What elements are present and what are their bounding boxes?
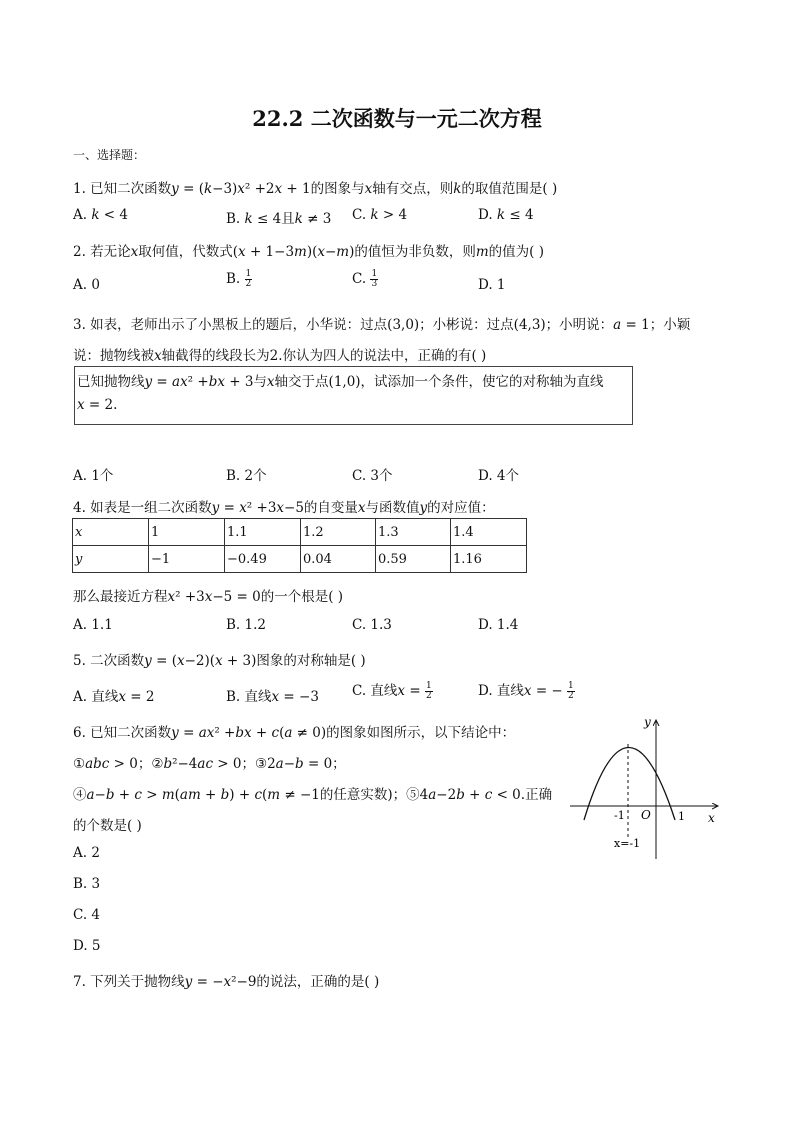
table-cell: 1.1 — [225, 519, 301, 546]
fraction-denominator: 2 — [568, 691, 574, 701]
x-axis-label: x — [708, 811, 715, 825]
table-cell: 1 — [149, 519, 225, 546]
question-1-option-b: B. 𝑘 ≤ 4且𝑘 ≠ 3 — [226, 211, 332, 227]
question-2-option-b-fraction — [245, 270, 253, 289]
table-cell: 0.04 — [301, 546, 376, 573]
fraction-numerator: 1 — [371, 269, 378, 279]
table-cell: 0.59 — [376, 546, 451, 573]
table-row — [73, 519, 527, 546]
question-1-option-d: D. 𝑘 ≤ 4 — [478, 207, 534, 223]
question-6-line-2: ①𝑎𝑏𝑐 > 0；②𝑏²−4𝑎𝑐 > 0；③2𝑎−𝑏 = 0； — [73, 756, 346, 772]
question-3-stem-line-1: 3. 如表，老师出示了小黑板上的题后，小华说：过点(3,0)；小彬说：过点(4,3)；小明说：𝑎 = 1；小颖 — [73, 317, 691, 333]
fraction-denominator: 2 — [245, 279, 252, 289]
table-cell: 𝑥 — [73, 519, 149, 546]
question-5-option-c-fraction — [425, 682, 433, 701]
question-5-option-d — [478, 679, 575, 701]
table-cell: −0.49 — [225, 546, 301, 573]
question-3-option-c: C. 3个 — [352, 468, 393, 484]
page-title: 22.2 二次函数与一元二次方程 — [252, 106, 542, 131]
table-cell: −1 — [149, 546, 225, 573]
question-3-option-d: D. 4个 — [478, 468, 520, 484]
question-3-stem-line-2: 说：抛物线被𝑥轴截得的线段长为2.你认为四人的说法中，正确的有( ) — [73, 348, 487, 364]
question-2-stem: 2. 若无论𝑥取何值，代数式(𝑥 + 1−3𝑚)(𝑥−𝑚)的值恒为非负数，则𝑚的值为( ) — [73, 244, 545, 260]
parabola-graph — [566, 714, 724, 862]
question-4-option-b: B. 1.2 — [226, 617, 266, 633]
question-4-follow-up: 那么最接近方程𝑥² +3𝑥−5 = 0的一个根是( ) — [73, 589, 344, 605]
question-2-option-b — [226, 270, 252, 289]
question-4-option-d: D. 1.4 — [478, 617, 519, 633]
question-4-stem: 4. 如表是一组二次函数𝑦 = 𝑥² +3𝑥−5的自变量𝑥与函数值𝑦的对应值： — [73, 500, 495, 516]
question-6-option-a: A. 2 — [73, 845, 100, 861]
question-6-line-1: 6. 已知二次函数𝑦 = 𝑎𝑥² +𝑏𝑥 + 𝑐(𝑎 ≠ 0)的图象如图所示，以下结论中： — [73, 725, 516, 741]
fraction-numerator: 1 — [568, 681, 574, 691]
section-heading: 一、选择题： — [73, 148, 146, 162]
question-2-option-d: D. 1 — [478, 277, 506, 293]
question-4-option-c: C. 1.3 — [352, 617, 392, 633]
question-5-option-d-fraction — [567, 682, 575, 701]
table-row — [73, 546, 527, 573]
question-7-stem: 7. 下列关于抛物线𝑦 = −𝑥²−9的说法，正确的是( ) — [73, 974, 380, 990]
question-6-option-d: D. 5 — [73, 938, 101, 954]
question-6-option-c: C. 4 — [73, 907, 101, 923]
question-1-stem: 1. 已知二次函数𝑦 = (𝑘−3)𝑥² +2𝑥 + 1的图象与𝑥轴有交点，则𝑘的取值范围是( ) — [73, 181, 558, 197]
question-5-option-c — [352, 679, 433, 701]
question-5-option-c-label: C. 直线𝑥 = — [352, 683, 421, 699]
question-3-option-b: B. 2个 — [226, 468, 267, 484]
question-2-option-a: A. 0 — [73, 277, 100, 293]
table-cell: 1.3 — [376, 519, 451, 546]
question-4-option-a: A. 1.1 — [73, 617, 113, 633]
fraction-numerator: 1 — [245, 269, 252, 279]
question-5-option-b: B. 直线𝑥 = −3 — [226, 689, 319, 705]
y-axis-label: y — [644, 715, 651, 729]
question-5-option-a: A. 直线𝑥 = 2 — [73, 689, 155, 705]
table-cell: 1.4 — [451, 519, 527, 546]
question-1-option-a: A. 𝑘 < 4 — [73, 207, 128, 223]
question-6-line-3: ④𝑎−𝑏 + 𝑐 > 𝑚(𝑎𝑚 + 𝑏) + 𝑐(𝑚 ≠ −1的任意实数)；⑤4𝑎−2𝑏 + 𝑐 < 0.正确 — [73, 787, 553, 803]
question-2-option-c-label: C. — [352, 271, 367, 287]
fraction-numerator: 1 — [425, 681, 432, 691]
symmetry-axis-label: x=-1 — [614, 837, 641, 850]
origin-label: O — [641, 808, 651, 822]
question-2-option-b-label: B. — [226, 271, 241, 287]
question-5-option-d-label: D. 直线𝑥 = − — [478, 683, 563, 699]
value-table — [72, 518, 527, 573]
table-cell: 𝑦 — [73, 546, 149, 573]
question-3-box-line-2: 𝑥 = 2. — [77, 397, 118, 413]
table-cell: 1.2 — [301, 519, 376, 546]
question-3-box-line-1: 已知抛物线𝑦 = 𝑎𝑥² +𝑏𝑥 + 3与𝑥轴交于点(1,0)，试添加一个条件，使它的对称轴为直线 — [77, 374, 604, 390]
tick-label-neg-1: -1 — [614, 809, 625, 822]
question-5-stem: 5. 二次函数𝑦 = (𝑥−2)(𝑥 + 3)图象的对称轴是( ) — [73, 653, 366, 669]
tick-label-1: 1 — [678, 810, 685, 823]
fraction-denominator: 3 — [371, 279, 378, 289]
question-6-option-b: B. 3 — [73, 876, 101, 892]
fraction-denominator: 2 — [425, 691, 432, 701]
table-cell: 1.16 — [451, 546, 527, 573]
question-3-option-a: A. 1个 — [73, 468, 114, 484]
question-2-option-c — [352, 270, 378, 289]
parabola-curve — [584, 748, 675, 821]
question-2-option-c-fraction — [370, 270, 378, 289]
question-1-option-c: C. 𝑘 > 4 — [352, 207, 408, 223]
question-6-line-4: 的个数是( ) — [73, 818, 142, 834]
